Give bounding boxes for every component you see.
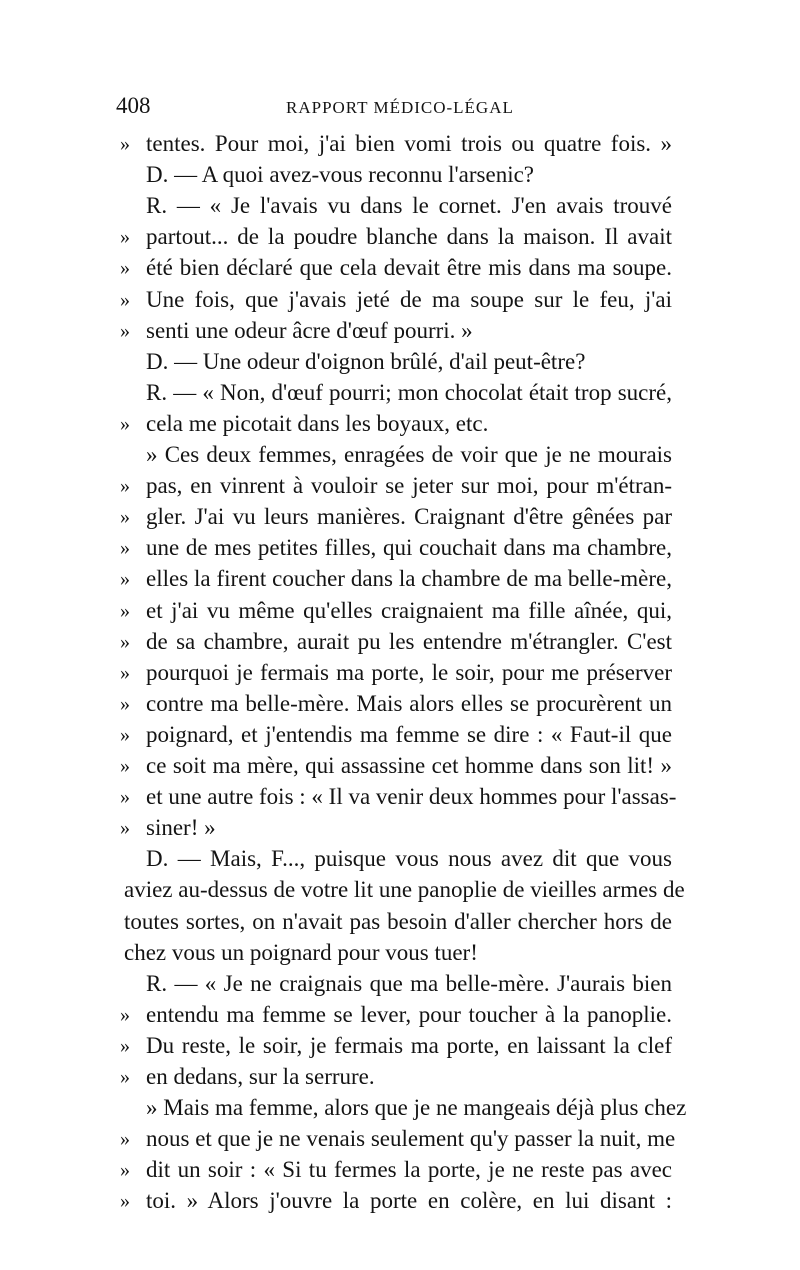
quote-mark: » [120, 320, 130, 342]
page-header [0, 93, 800, 123]
text-line [120, 439, 672, 471]
line-text: aviez au-dessus de votre lit une panoplie de vieilles armes de [124, 877, 685, 902]
quote-mark: » [120, 257, 130, 279]
text-line [120, 1030, 672, 1062]
line-text: ce soit ma mère, qui assassine cet homme dans son lit! » [146, 753, 672, 778]
quote-mark: » [120, 289, 130, 311]
line-text: pas, en vinrent à vouloir se jeter sur moi, pour m'étran- [146, 473, 672, 498]
text-line [120, 470, 672, 502]
text-line [120, 750, 672, 782]
text-line [120, 284, 672, 316]
text-line [120, 1154, 672, 1186]
quote-mark: » [120, 506, 130, 528]
text-line [120, 501, 672, 533]
text-line [120, 688, 672, 720]
quote-mark: » [120, 786, 130, 808]
text-line [120, 719, 672, 751]
line-text: D. — Mais, F..., puisque vous nous avez dit que vous [146, 846, 672, 871]
quote-mark: » [120, 1066, 130, 1088]
line-text: gler. J'ai vu leurs manières. Craignant d'être gênées par [146, 504, 672, 529]
line-text: Du reste, le soir, je fermais ma porte, en laissant la clef [146, 1033, 672, 1058]
line-text: toutes sortes, on n'avait pas besoin d'aller chercher hors de [124, 909, 672, 934]
line-text: R. — « Je l'avais vu dans le cornet. J'en avais trouvé [146, 193, 672, 218]
text-line [120, 874, 685, 906]
line-text: Une fois, que j'avais jeté de ma soupe sur le feu, j'ai [146, 287, 672, 312]
page-number: 408 [116, 93, 151, 118]
text-line [120, 408, 672, 440]
text-line [120, 906, 672, 938]
line-text: en dedans, sur la serrure. [146, 1064, 375, 1089]
quote-mark: » [120, 133, 130, 155]
text-line [120, 1061, 672, 1093]
line-text: D. — Une odeur d'oignon brûlé, d'ail peut-être? [146, 349, 586, 374]
line-text: de sa chambre, aurait pu les entendre m'étrangler. C'est [146, 629, 672, 654]
line-text: elles la firent coucher dans la chambre de ma belle-mère, [146, 566, 672, 591]
line-text: contre ma belle-mère. Mais alors elles se procurèrent un [146, 691, 672, 716]
quote-mark: » [120, 662, 130, 684]
line-text: poignard, et j'entendis ma femme se dire : « Faut-il que [146, 722, 672, 747]
text-line [120, 532, 672, 564]
text-line [120, 937, 672, 969]
line-text: dit un soir : « Si tu fermes la porte, je ne reste pas avec [146, 1157, 672, 1182]
line-text: tentes. Pour moi, j'ai bien vomi trois ou quatre fois. » [146, 131, 672, 156]
text-line [120, 252, 672, 284]
text-line [120, 1123, 676, 1155]
text-line [120, 812, 672, 844]
quote-mark: » [120, 817, 130, 839]
line-text: entendu ma femme se lever, pour toucher à la panoplie. [146, 1002, 672, 1027]
running-head: RAPPORT MÉDICO-LÉGAL [286, 98, 514, 117]
line-text: toi. » Alors j'ouvre la porte en colère, en lui disant : [146, 1188, 672, 1213]
text-line [120, 843, 672, 875]
quote-mark: » [120, 475, 130, 497]
quote-mark: » [120, 413, 130, 435]
quote-mark: » [120, 724, 130, 746]
line-text: cela me picotait dans les boyaux, etc. [146, 411, 489, 436]
line-text: R. — « Non, d'œuf pourri; mon chocolat était trop sucré, [146, 380, 672, 405]
quote-mark: » [120, 600, 130, 622]
line-text: R. — « Je ne craignais que ma belle-mère. J'aurais bien [146, 971, 672, 996]
quote-mark: » [120, 631, 130, 653]
quote-mark: » [120, 1035, 130, 1057]
line-text: une de mes petites filles, qui couchait dans ma chambre, [146, 535, 672, 560]
line-text: pourquoi je fermais ma porte, le soir, pour me préserver [146, 660, 672, 685]
text-line [120, 190, 672, 222]
text-line [120, 315, 672, 347]
text-line [120, 1185, 672, 1217]
line-text: senti une odeur âcre d'œuf pourri. » [146, 318, 473, 343]
line-text: et une autre fois : « Il va venir deux hommes pour l'assas- [146, 784, 677, 809]
line-text: » Ces deux femmes, enragées de voir que je ne mourais [146, 442, 672, 467]
text-line [120, 781, 677, 813]
quote-mark: » [120, 1190, 130, 1212]
quote-mark: » [120, 226, 130, 248]
quote-mark: » [120, 1128, 130, 1150]
line-text: partout... de la poudre blanche dans la maison. Il avait [146, 224, 672, 249]
line-text: été bien déclaré que cela devait être mis dans ma soupe. [146, 255, 672, 280]
quote-mark: » [120, 1004, 130, 1026]
line-text: siner! » [146, 815, 216, 840]
text-line [120, 657, 672, 689]
text-line [120, 221, 672, 253]
text-line [120, 595, 672, 627]
line-text: D. — A quoi avez-vous reconnu l'arsenic? [146, 162, 535, 187]
line-text: et j'ai vu même qu'elles craignaient ma fille aînée, qui, [146, 598, 672, 623]
line-text: chez vous un poignard pour vous tuer! [124, 940, 478, 965]
text-line [120, 128, 672, 160]
text-line [120, 159, 672, 191]
quote-mark: » [120, 1159, 130, 1181]
quote-mark: » [120, 693, 130, 715]
text-line [120, 626, 672, 658]
text-line [120, 968, 672, 1000]
quote-mark: » [120, 568, 130, 590]
quote-mark: » [120, 537, 130, 559]
text-line [120, 346, 672, 378]
text-line [120, 563, 672, 595]
text-line [120, 377, 672, 409]
text-line [120, 999, 672, 1031]
line-text: nous et que je ne venais seulement qu'y passer la nuit, me [146, 1126, 676, 1151]
line-text: » Mais ma femme, alors que je ne mangeais déjà plus chez [146, 1095, 687, 1120]
quote-mark: » [120, 755, 130, 777]
text-line [120, 1092, 687, 1124]
